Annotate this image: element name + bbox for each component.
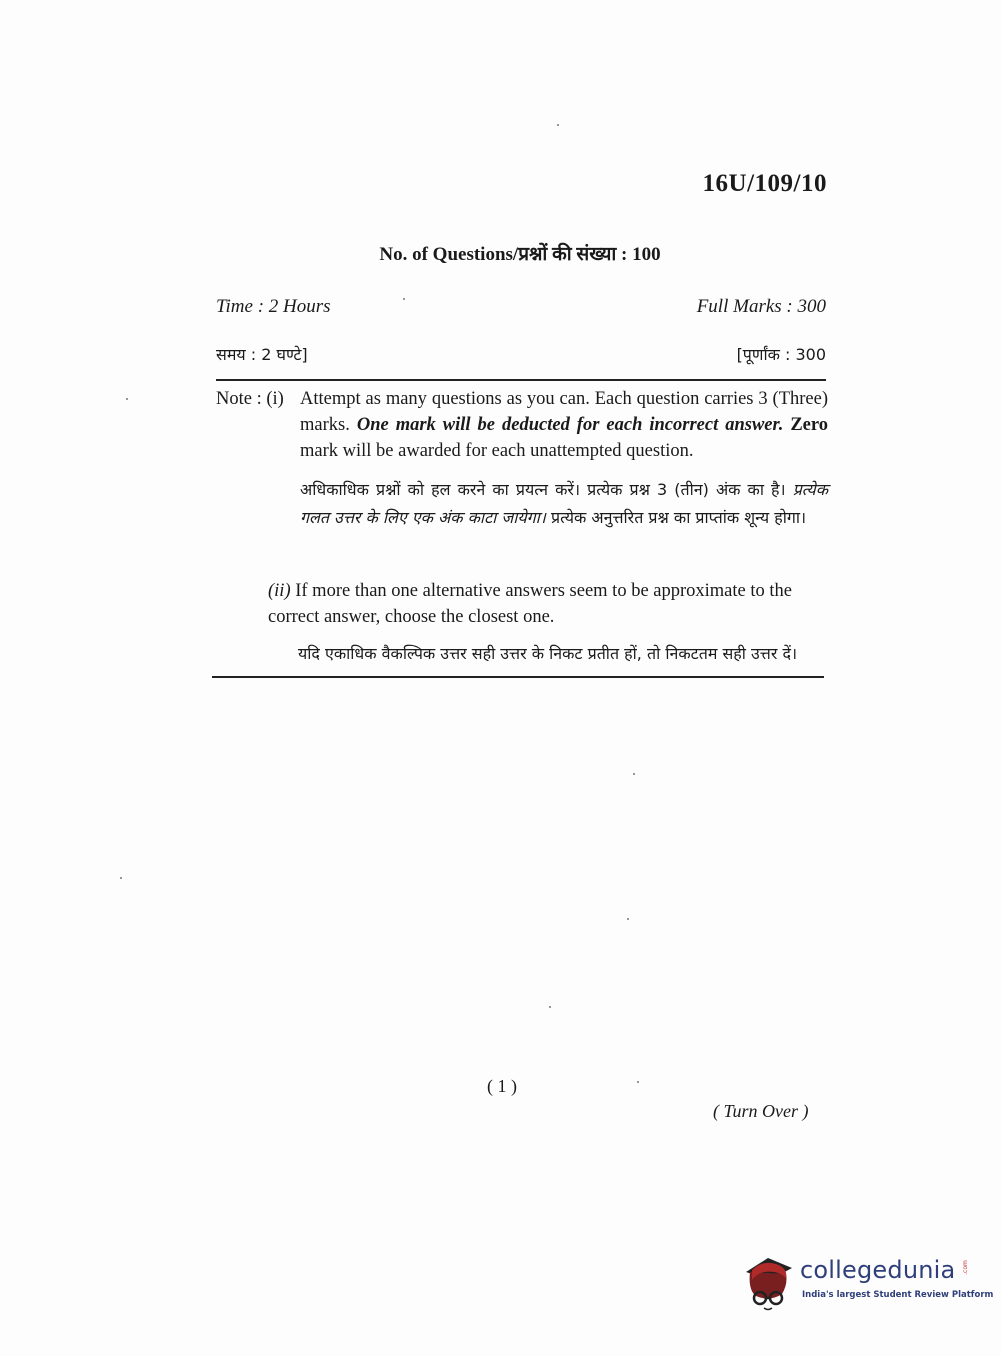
number-of-questions: No. of Questions/प्रश्नों की संख्या : 100 [379,244,661,265]
time-label: Time : 2 Hours [216,296,331,317]
note-label: Note : (i) [216,389,284,409]
scan-speck [637,1081,639,1083]
full-marks-label: Full Marks : 300 [696,296,826,317]
note-item-1-hindi: अधिकाधिक प्रश्नों को हल करने का प्रयत्न करें। प्रत्येक प्रश्न 3 (तीन) अंक का है। प्रत्येक गलत उत्तर के लिए एक अंक काटा जायेगा। प्रत्येक अनुत्तरित प्रश्न का प्राप्तांक शून्य होगा। [300,480,828,527]
note-item-1-english: Attempt as many questions as you can. Each question carries 3 (Three) marks. One mark will be deducted for each incorrect answer. Zero mark will be awarded for each unattempted question. [300,389,829,461]
page-number: ( 1 ) [487,1076,517,1096]
time-marks-row-hindi [216,341,826,369]
note-item-1 [300,386,828,532]
bottom-divider [212,676,824,678]
top-divider [216,379,826,381]
scan-speck [557,124,559,126]
collegedunia-brand: collegedunia [800,1256,956,1284]
note-item-2-hindi: यदि एकाधिक वैकल्पिक उत्तर सही उत्तर के निकट प्रतीत हों, तो निकटतम सही उत्तर दें। [298,644,798,663]
scan-speck [627,918,629,920]
turn-over-label: ( Turn Over ) [713,1101,809,1121]
note-item-2-english: (ii) If more than one alternative answers seem to be approximate to the correct answer, choose the closest one. [268,581,792,627]
note-item-2 [268,578,824,678]
paper-code: 16U/109/10 [702,170,827,197]
scan-speck [120,877,122,879]
time-marks-row [216,296,826,318]
collegedunia-watermark [742,1250,994,1312]
scan-speck [403,298,405,300]
collegedunia-suffix: .com [961,1260,969,1275]
scan-speck [126,398,128,400]
time-label-hindi: समय : 2 घण्टे] [216,345,308,364]
full-marks-label-hindi: [पूर्णांक : 300 [736,345,826,364]
scan-speck [633,773,635,775]
collegedunia-mascot-icon [742,1250,798,1312]
scan-speck [549,1006,551,1008]
collegedunia-tagline: India's largest Student Review Platform [802,1290,994,1300]
note-section [216,386,828,544]
